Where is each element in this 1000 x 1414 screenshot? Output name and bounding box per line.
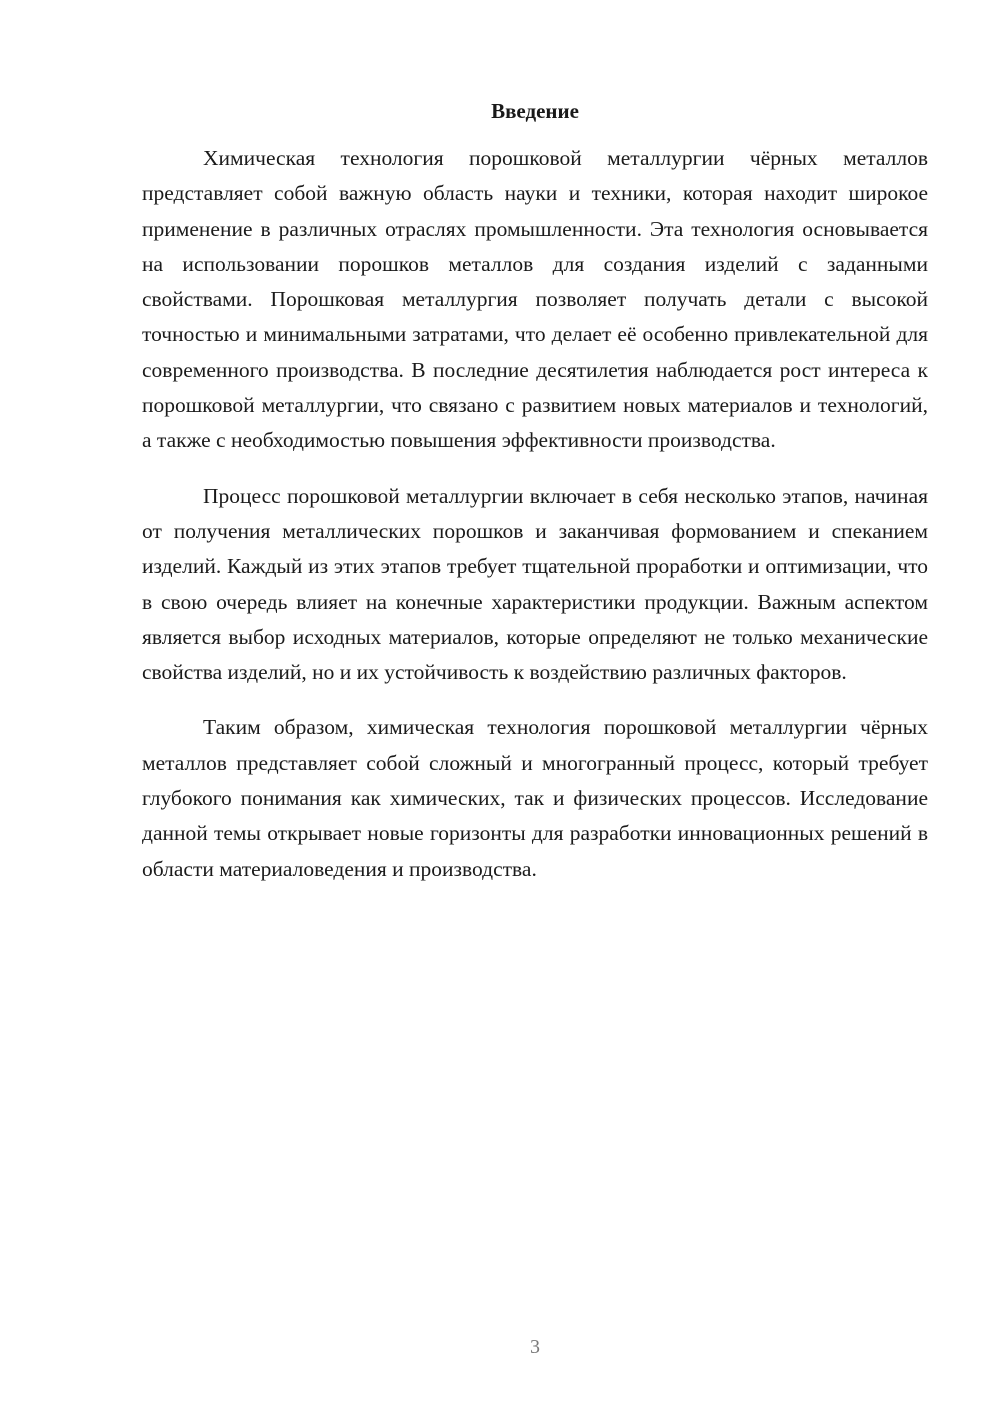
paragraph-1: Химическая технология порошковой металлургии чёрных металлов представляет собой важную область науки и техники, которая находит широкое применение в различных отраслях промышленности. Эта технология основывается на использовании порошков металлов для создания изделий с заданными свойствами. Порошковая металлургия позволяет получать детали с высокой точностью и минимальными затратами, что делает её особенно привлекательной для современного производства. В последние десятилетия наблюдается рост интереса к порошковой металлургии, что связано с развитием новых материалов и технологий, а также с необходимостью повышения эффективности производства. — [142, 146, 928, 453]
body-text — [142, 141, 928, 887]
paragraph-2: Процесс порошковой металлургии включает в себя несколько этапов, начиная от получения металлических порошков и заканчивая формованием и спеканием изделий. Каждый из этих этапов требует тщательной проработки и оптимизации, что в свою очередь влияет на конечные характеристики продукции. Важным аспектом является выбор исходных материалов, которые определяют не только механические свойства изделий, но и их устойчивость к воздействию различных факторов. — [142, 483, 928, 685]
page-number: 3 — [530, 1336, 540, 1358]
section-heading: Введение — [491, 99, 579, 123]
paragraph-3: Таким образом, химическая технология порошковой металлургии чёрных металлов представляет собой сложный и многогранный процесс, который требует глубокого понимания как химических, так и физических процессов. Исследование данной темы открывает новые горизонты для разработки инновационных решений в области материаловедения и производства. — [142, 715, 928, 881]
